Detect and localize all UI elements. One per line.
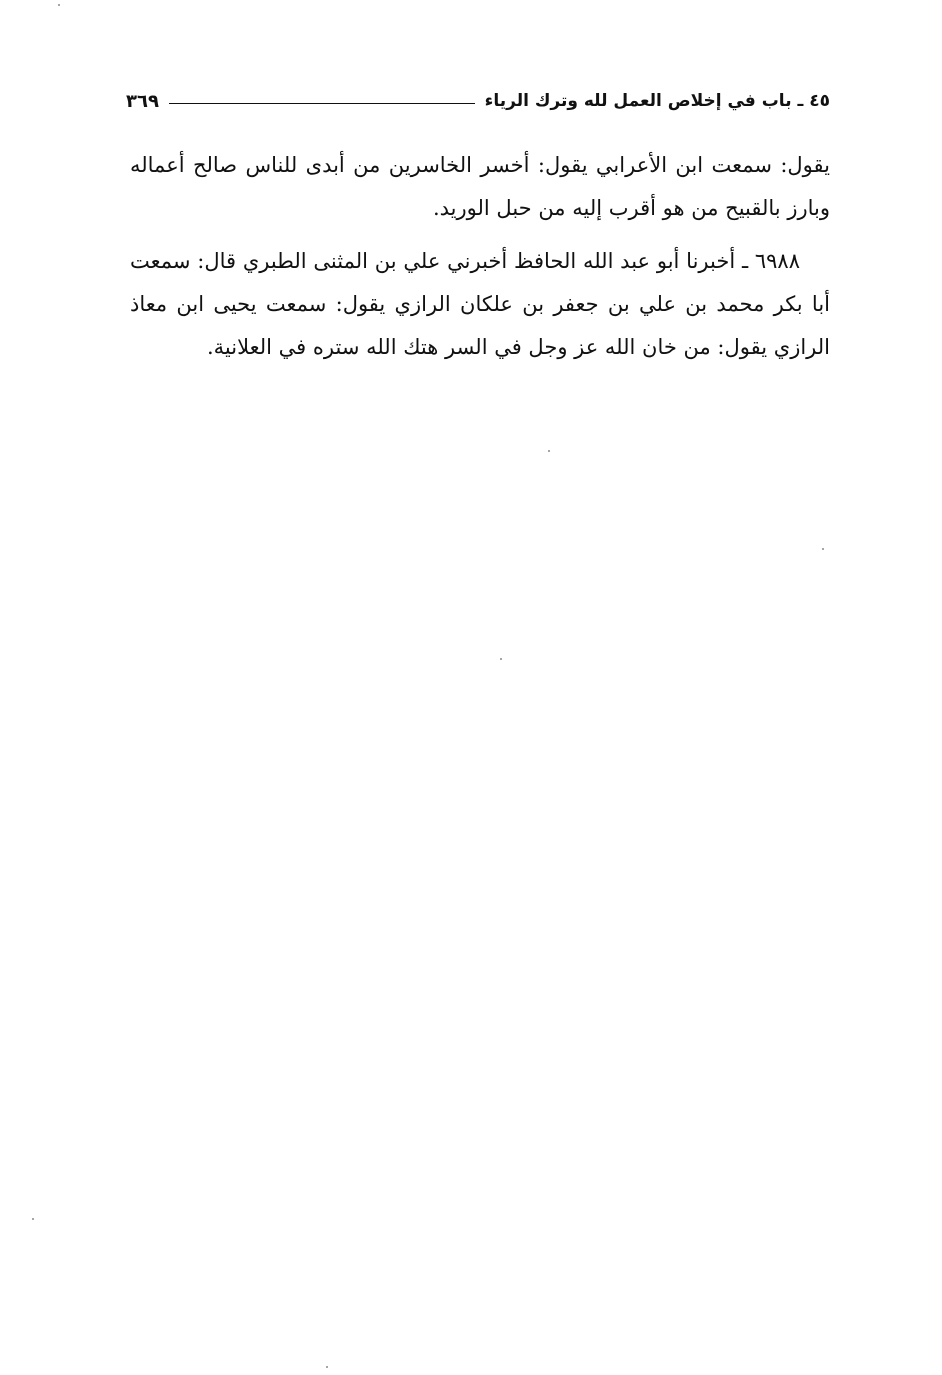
header-rule [169, 103, 475, 104]
scan-speck [326, 1366, 328, 1368]
scan-speck [822, 548, 824, 550]
scan-speck [32, 1218, 34, 1220]
running-header [126, 84, 830, 118]
scan-speck [500, 658, 502, 660]
scan-speck [58, 4, 60, 6]
page-number: ٣٦٩ [126, 90, 159, 112]
scan-speck [548, 450, 550, 452]
paragraph-1: يقول: سمعت ابن الأعرابي يقول: أخسر الخاسرين من أبدى للناس صالح أعماله وبارز بالقبيح من هو أقرب إليه من حبل الوريد. [130, 153, 830, 220]
paragraph-2: ٦٩٨٨ ـ أخبرنا أبو عبد الله الحافظ أخبرني علي بن المثنى الطبري قال: سمعت أبا بكر محمد بن علي بن جعفر بن علكان الرازي يقول: سمعت يحيى ابن معاذ الرازي يقول: من خان الله عز وجل في السر هتك الله ستره في العلانية. [130, 249, 830, 359]
body-text [130, 144, 830, 379]
chapter-title: ٤٥ ـ باب في إخلاص العمل لله وترك الرياء [484, 91, 830, 111]
